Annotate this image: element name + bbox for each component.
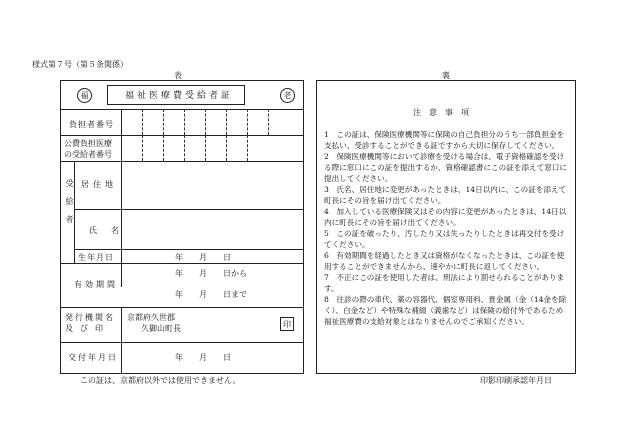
validity-to: 年 月 日まで <box>175 290 247 299</box>
note-6: 6 有効期間を経過したとき又は資格がなくなったときは、この証を使用することができませんから、速やかに町長に返してください。 <box>324 251 565 271</box>
back-card <box>316 80 576 374</box>
public-no-label-2: の受給者番号 <box>64 150 112 159</box>
validity-label: 有効期間 <box>74 280 118 289</box>
form-label: 様式第７号（第５条関係） <box>32 60 128 69</box>
front-footer: この証は、京都府以外では使用できません。 <box>80 376 241 385</box>
issuer-name: 久御山町長 <box>141 324 181 333</box>
issuer-seal-icon: 印 <box>280 317 294 331</box>
issuer-label-2: 及び印 <box>65 324 110 333</box>
notes-list <box>324 129 570 327</box>
note-5: 5 この証を破ったり、汚したり又は失ったりしたときは再交付を受けてください。 <box>324 229 565 249</box>
public-no-label-1: 公費負担医療 <box>64 139 112 148</box>
rou-seal-icon: 老 <box>280 88 295 103</box>
recipient-no-label: 負担者番号 <box>69 120 114 129</box>
delivery-label: 交付年月日 <box>68 353 118 362</box>
note-8: 8 往診の際の車代、薬の容器代、個室専用料、貴金属（金（14金を除く）、白金など）や特殊な補綴（義歯など）は保険の給付外であるため福祉医療費の支給対象とはなりませんのでご承知ください。 <box>324 295 567 326</box>
birth-label: 生年月日 <box>78 253 114 262</box>
name-label: 氏名 <box>89 226 133 235</box>
note-3: 3 氏名、居住地に変更があったときは、14日以内に、この証を添えて町長にその旨を届け出てください。 <box>324 185 567 205</box>
issuer-prefecture: 京都府久世郡 <box>127 313 175 322</box>
birth-value: 年 月 日 <box>175 253 231 262</box>
delivery-value: 年 月 日 <box>175 353 231 362</box>
note-7: 7 不正にこの証を使用した者は、刑法により罰せられることがあります。 <box>324 273 565 293</box>
card-title: 福祉医療費受給者証 <box>125 91 234 101</box>
beneficiary-group-label: 受給者 <box>65 179 74 233</box>
note-4: 4 加入している医療保険又はその内容に変更があったときは、14日以内に町長にその旨を届け出てください。 <box>324 207 567 227</box>
note-1: 1 この証は、保険医療機関等に保険の自己負担分のうち一部負担金を支払い、受診することができる証ですから大切に保存してください。 <box>324 130 565 150</box>
validity-from: 年 月 日から <box>175 269 247 278</box>
address-label: 居住地 <box>81 180 117 189</box>
back-heading: 裏 <box>442 71 450 80</box>
back-footer: 印影印刷承認年月日 <box>480 376 552 385</box>
note-2: 2 保険医療機関等において診療を受ける場合は、電子資格確認を受ける際に窓口にこの証を提出するか、資格確認書にこの証を添えて窓口に提出してください。 <box>324 152 567 183</box>
fuku-seal-icon: 福 <box>77 88 92 103</box>
notes-title: 注 意 事 項 <box>413 108 469 117</box>
front-heading: 表 <box>174 71 182 80</box>
front-card <box>60 80 304 374</box>
issuer-label-1: 発行機関名 <box>65 313 115 322</box>
